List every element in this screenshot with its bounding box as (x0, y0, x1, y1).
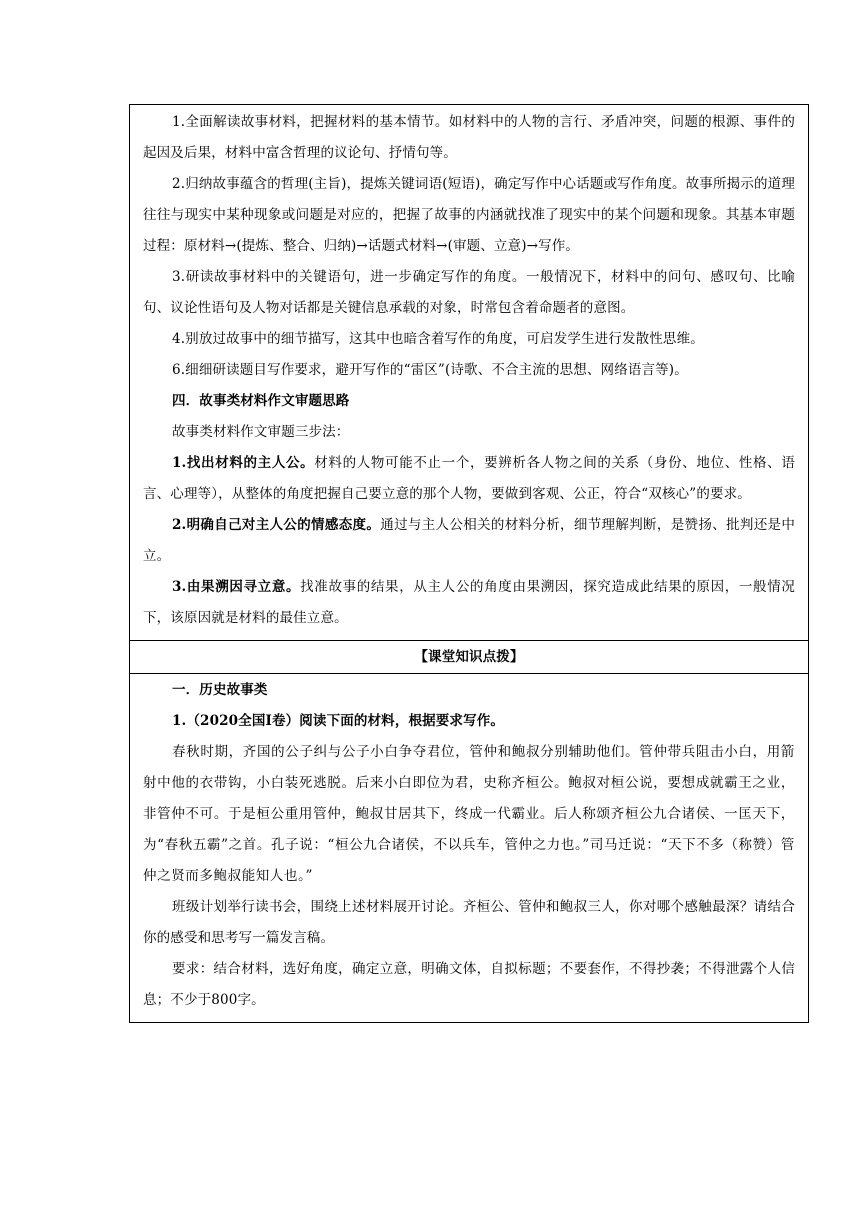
title-row (130, 641, 809, 674)
example-cell (130, 674, 809, 1023)
section-four-heading: 四．故事类材料作文审题思路 (172, 393, 350, 409)
document-page (129, 104, 809, 1023)
exam-question: 1.（2020全国Ⅰ卷）阅读下面的材料，根据要求写作。 (172, 713, 505, 729)
methods-row (130, 105, 809, 641)
step-3-title: 3.由果溯因寻立意。 (172, 579, 301, 595)
method-paragraph-2: 2.归纳故事蕴含的哲理(主旨)，提炼关键词语(短语)，确定写作中心话题或写作角度。故事所揭示的道理往往与现实中某种现象或问题是对应的，把握了故事的内涵就找准了现实中的某个问题和现象。其基本审题过程：原材料→(提炼、整合、归纳)→话题式材料→(审题、立意)→写作。 (143, 176, 795, 254)
writing-task: 班级计划举行读书会，围绕上述材料展开讨论。齐桓公、管仲和鲍叔三人，你对哪个感触最深？请结合你的感受和思考写一篇发言稿。 (143, 899, 795, 946)
step-3-paragraph (143, 572, 795, 634)
step-1-title: 1.找出材料的主人公。 (172, 455, 315, 471)
title-cell (130, 641, 809, 674)
method-paragraph-6: 6.细细研读题目写作要求，避开写作的“雷区”(诗歌、不合主流的思想、网络语言等)。 (172, 362, 688, 378)
method-paragraph-1: 1.全面解读故事材料，把握材料的基本情节。如材料中的人物的言行、矛盾冲突，问题的根源、事件的起因及后果，材料中富含哲理的议论句、抒情句等。 (143, 114, 795, 161)
example-row (130, 674, 809, 1023)
three-steps-intro: 故事类材料作文审题三步法： (172, 424, 350, 440)
step-1-text: 材料的人物可能不止一个，要辨析各人物之间的关系（身份、地位、性格、语言、心理等），从整体的角度把握自己要立意的那个人物，要做到客观、公正，符合“双核心”的要求。 (143, 455, 795, 502)
lesson-table (129, 104, 809, 1023)
writing-requirements: 要求：结合材料，选好角度，确定立意，明确文体，自拟标题；不要套作，不得抄袭；不得泄露个人信息；不少于800字。 (143, 961, 795, 1008)
classroom-knowledge-title: 【课堂知识点拨】 (414, 649, 524, 665)
step-1-paragraph (143, 448, 795, 510)
method-paragraph-4: 4.别放过故事中的细节描写，这其中也暗含着写作的角度，可启发学生进行发散性思维。 (172, 331, 704, 347)
step-3-text: 找准故事的结果，从主人公的角度由果溯因，探究造成此结果的原因，一般情况下，该原因就是材料的最佳立意。 (143, 579, 796, 626)
story-material: 春秋时期，齐国的公子纠与公子小白争夺君位，管仲和鲍叔分别辅助他们。管仲带兵阻击小白，用箭射中他的衣带钩，小白装死逃脱。后来小白即位为君，史称齐桓公。鲍叔对桓公说，要想成就霸王之业，非管仲不可。于是桓公重用管仲，鲍叔甘居其下，终成一代霸业。后人称颂齐桓公九合诸侯、一匡天下，为“春秋五霸”之首。孔子说：“桓公九合诸侯，不以兵车，管仲之力也。”司马迁说：“天下不多（称赞）管仲之贤而多鲍叔能知人也。” (143, 744, 795, 884)
step-2-text: 通过与主人公相关的材料分析，细节理解判断，是赞扬、批判还是中立。 (143, 517, 796, 564)
history-story-heading: 一．历史故事类 (172, 682, 268, 698)
methods-cell (130, 105, 809, 641)
method-paragraph-3: 3.研读故事材料中的关键语句，进一步确定写作的角度。一般情况下，材料中的问句、感叹句、比喻句、议论性语句及人物对话都是关键信息承载的对象，时常包含着命题者的意图。 (143, 269, 795, 316)
step-2-title: 2.明确自己对主人公的情感态度。 (172, 517, 381, 533)
step-2-paragraph (143, 510, 795, 572)
